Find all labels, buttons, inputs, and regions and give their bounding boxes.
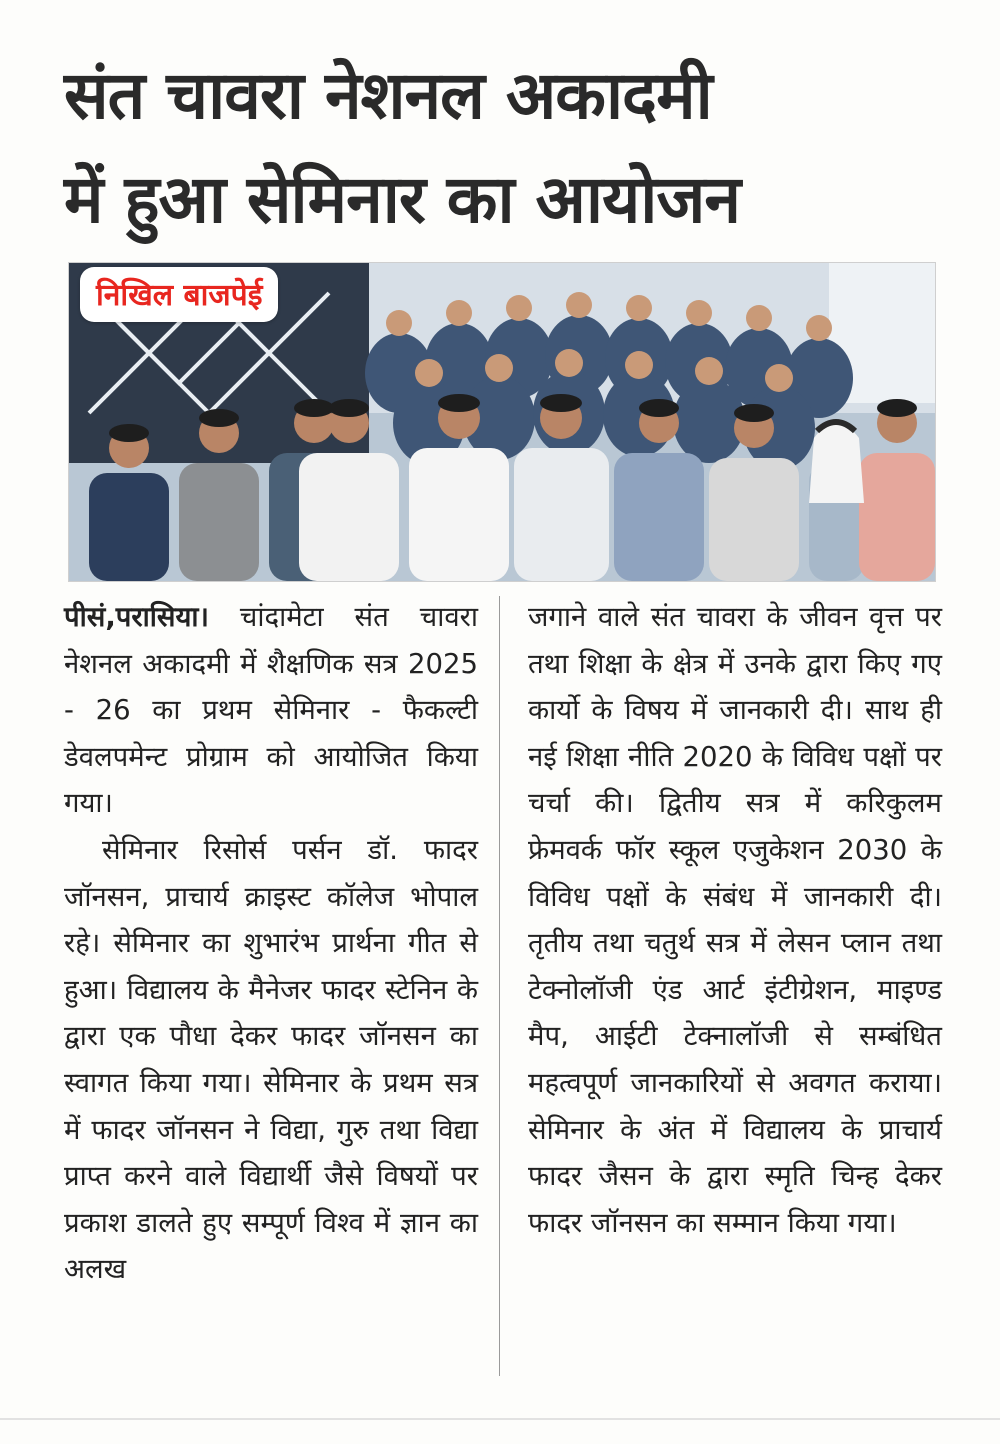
article-paragraph-2: सेमिनार रिसोर्स पर्सन डॉ. फादर जॉनसन, प्राचार्य क्राइस्ट कॉलेज भोपाल रहे। सेमिनार का शुभारंभ प्रार्थना गीत से हुआ। विद्यालय के मैनेजर फादर स्टेनिन के द्वारा एक पौधा देकर फादर जॉनसन का स्वागत किया गया। सेमिनार के प्रथम सत्र में फादर जॉनसन ने विद्या, गुरु तथा विद्या प्राप्त करने वाले विद्यार्थी जैसे विषयों पर प्रकाश डालते हुए सम्पूर्ण विश्व में ज्ञान का अलख: [64, 833, 478, 1286]
bottom-rule: [0, 1418, 1000, 1420]
headline-line-1: संत चावरा नेशनल अकादमी: [64, 57, 712, 134]
article-paragraph-1-text: चांदामेटा संत चावरा नेशनल अकादमी में शैक्षणिक सत्र 2025 - 26 का प्रथम सेमिनार - फैकल्टी डेवलपमेन्ट प्रोग्राम को आयोजित किया गया।: [64, 601, 478, 820]
byline: निखिल बाजपेई: [80, 267, 278, 322]
headline: [64, 44, 944, 252]
headline-line-2: में हुआ सेमिनार का आयोजन: [64, 161, 740, 238]
article-body: [64, 594, 940, 1384]
article-paragraph-3: जगाने वाले संत चावरा के जीवन वृत्त पर तथा शिक्षा के क्षेत्र में उनके द्वारा किए गए कार्यो के विषय में जानकारी दी। साथ ही नई शिक्षा नीति 2020 के विविध पक्षों पर चर्चा की। द्वितीय सत्र में करिकुलम फ्रेमवर्क फॉर स्कूल एजुकेशन 2030 के विविध पक्षों के संबंध में जानकारी दी। तृतीय तथा चतुर्थ सत्र में लेसन प्लान तथा टेक्नोलॉजी एंड आर्ट इंटीग्रेशन, माइण्ड मैप, आईटी टेक्नालॉजी से सम्बंधित महत्वपूर्ण जानकारियों से अवगत कराया। सेमिनार के अंत में विद्यालय के प्राचार्य फादर जैसन के द्वारा स्मृति चिन्ह देकर फादर जॉनसन का सम्मान किया गया।: [528, 601, 942, 1239]
article-column-right: [528, 594, 942, 1246]
dateline: पीसं,परासिया।: [64, 601, 209, 633]
article-column-left: [64, 594, 478, 1293]
article-paragraph-1: [64, 594, 478, 827]
